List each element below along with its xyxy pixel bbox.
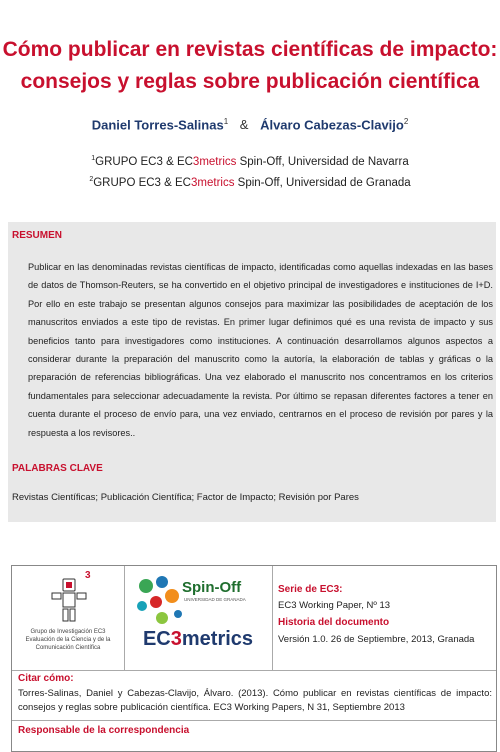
title-line-2: consejos y reglas sobre publicación científica — [20, 70, 480, 93]
keywords-text: Revistas Científicas; Publicación Científica; Factor de Impacto; Revisión por Pares — [12, 492, 359, 503]
historia-value: Versión 1.0. 26 de Septiembre, 2013, Granada — [278, 634, 475, 645]
author-1-sup: 1 — [223, 117, 229, 126]
serie-label: Serie de EC3: — [278, 584, 343, 595]
affiliation-1-post: Spin-Off, Universidad de Navarra — [236, 155, 409, 168]
ec3metrics-wordmark — [124, 628, 272, 651]
keywords-heading: PALABRAS CLAVE — [12, 463, 103, 474]
ec3-group-name: Grupo de Investigación EC3 Evaluación de la Ciencia y de la Comunicación Científica — [25, 629, 111, 651]
affiliation-2-ec3metrics: 3metrics — [191, 176, 235, 189]
affiliation-2-pre: GRUPO EC3 & EC — [93, 176, 191, 189]
paper-title — [0, 34, 500, 98]
spinoff-subtitle: UNIVERSIDAD DE GRANADA — [184, 597, 246, 602]
affiliation-1-ec3metrics: 3metrics — [192, 155, 237, 168]
footer-divider-1 — [12, 670, 496, 671]
wordmark-metrics: metrics — [181, 628, 254, 650]
author-1: Daniel Torres-Salinas — [91, 117, 224, 133]
wordmark-3: 3 — [170, 628, 182, 650]
citar-label: Citar cómo: — [18, 673, 74, 684]
ec3metrics-logo — [124, 566, 273, 670]
author-2: Álvaro Cabezas-Clavijo — [260, 117, 404, 133]
affiliation-2-post: Spin-Off, Universidad de Granada — [234, 176, 411, 189]
footer-divider-2 — [12, 720, 496, 721]
responsable-label: Responsable de la correspondencia — [18, 725, 190, 736]
citar-value: Torres-Salinas, Daniel y Cabezas-Clavijo, Álvaro. (2013). Cómo publicar en revistas científicas de impacto: consejos y reglas sobre publicación científica. EC3 Working Papers, N 31, Septiembre 2013 — [18, 688, 492, 713]
affiliation-1-pre: GRUPO EC3 & EC — [95, 155, 193, 168]
authors-line — [0, 117, 500, 132]
ec3-figure-icon — [12, 566, 124, 626]
author-2-sup: 2 — [403, 117, 409, 126]
affiliation-1 — [0, 155, 500, 168]
affiliation-2 — [0, 176, 500, 189]
resumen-heading: RESUMEN — [12, 230, 63, 241]
abstract-text: Publicar en las denominadas revistas científicas de impacto, identificadas como aquellas indexadas en las bases de datos de Thomson-Reuters, se ha convertido en el objetivo principal de investigadores e instituciones de I+D. Por ello en este trabajo se presentan algunos consejos para maximizar las posibilidades de aceptación de los manuscritos enviados a este tipo de revistas. En primer lugar definimos qué es una revista de impacto y sus beneficios tanto para investigadores como instituciones. A continuación desarrollamos algunos aspectos a considerar durante la preparación del manuscrito como la autoría, la elaboración de tablas y gráficas o la preparación de referencias bibliográficas. Una vez elaborado el manuscrito nos concentramos en los criterios fundamentales para seleccionar adecuadamente la revista. Por último se repasan diferentes factores a tener en cuenta durante el proceso de envío para, una vez enviado, centrarnos en el proceso de revisión por pares y la respuesta a los revisores.. — [28, 262, 493, 438]
wordmark-ec: EC — [142, 628, 171, 650]
document-info-footer — [11, 565, 497, 752]
historia-label: Historia del documento — [278, 617, 390, 628]
affiliation-2-sup: 2 — [89, 176, 94, 183]
title-line-1: Cómo publicar en revistas científicas de impacto: — [2, 38, 498, 61]
spinoff-label: Spin-Off — [182, 579, 242, 596]
serie-value: EC3 Working Paper, Nº 13 — [278, 600, 391, 611]
ec3-group-logo — [12, 566, 125, 670]
affiliation-1-sup: 1 — [91, 155, 96, 162]
series-info — [272, 566, 496, 670]
author-separator: & — [239, 117, 249, 133]
ec3-logo-superscript: 3 — [85, 570, 91, 581]
